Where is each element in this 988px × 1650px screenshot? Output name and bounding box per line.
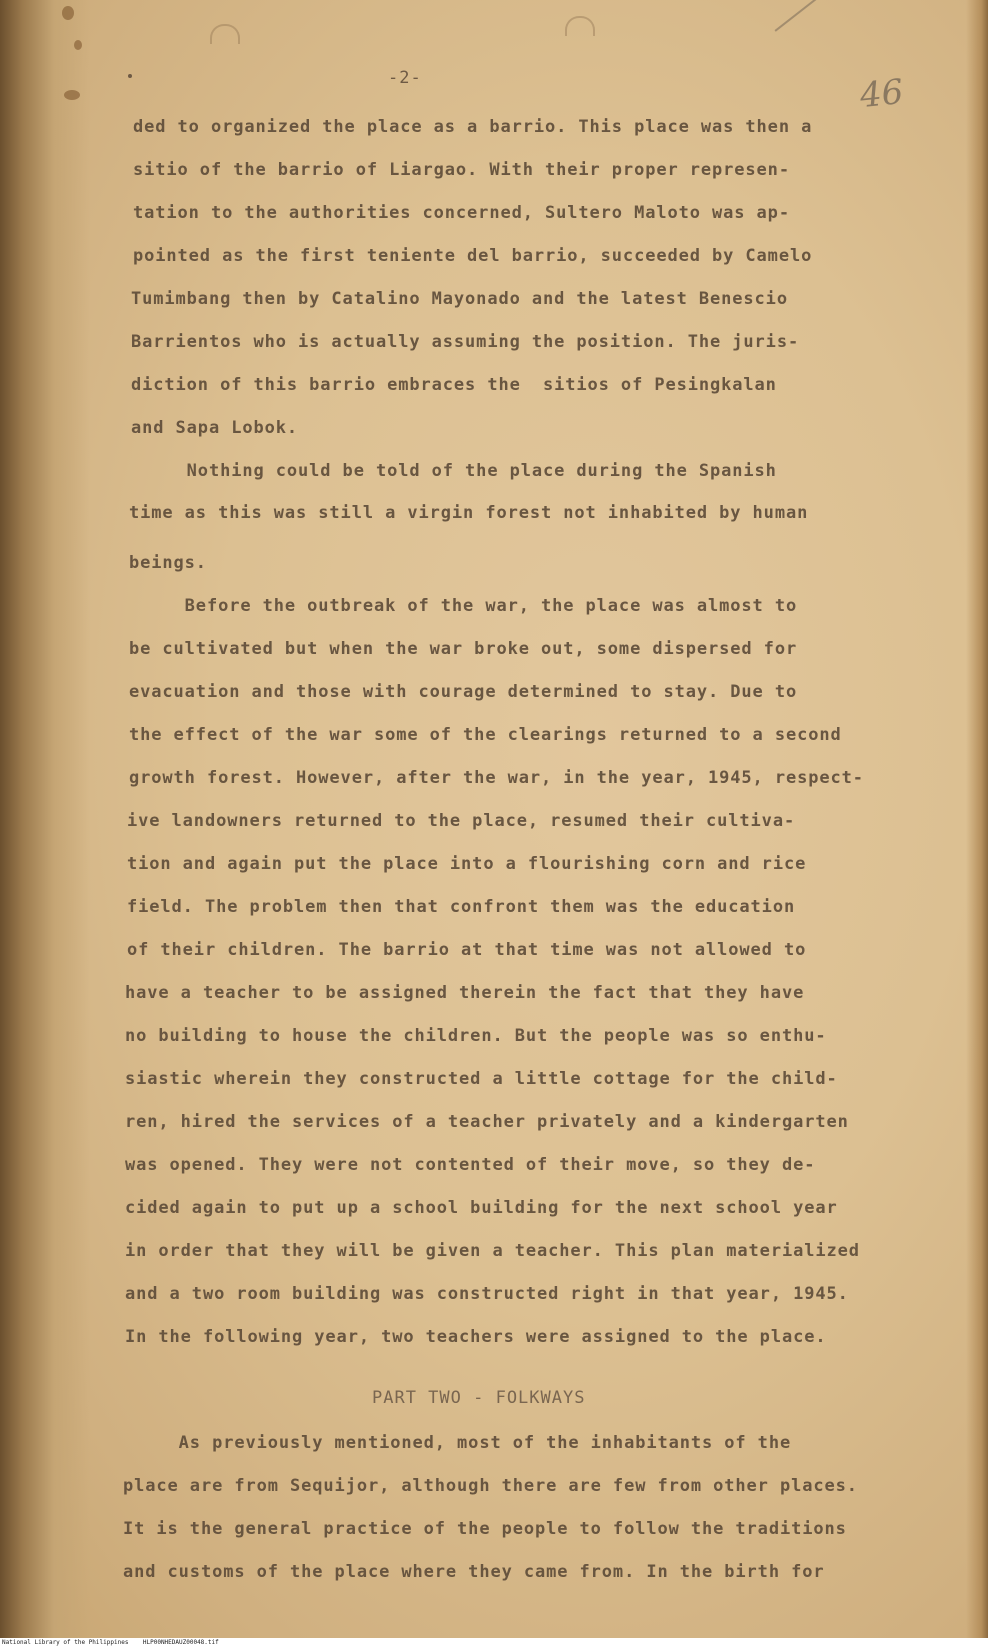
text-line: no building to house the children. But the people was so enthu- <box>125 1026 827 1046</box>
section-heading: PART TWO - FOLKWAYS <box>372 1388 586 1408</box>
text-line: tation to the authorities concerned, Sultero Maloto was ap- <box>133 203 790 223</box>
text-line: growth forest. However, after the war, in the year, 1945, respect- <box>129 768 864 788</box>
text-line: place are from Sequijor, although there are few from other places. <box>123 1476 858 1496</box>
text-line: of their children. The barrio at that time was not allowed to <box>127 940 807 960</box>
page-number: -2- <box>388 68 422 88</box>
text-line: tion and again put the place into a flourishing corn and rice <box>127 854 807 874</box>
text-line: Before the outbreak of the war, the place was almost to <box>129 596 798 616</box>
archive-label: National Library of the Philippines HLP00NHEDAUZ00048.tif <box>2 1639 219 1646</box>
text-line: evacuation and those with courage determined to stay. Due to <box>129 682 798 702</box>
ink-stain <box>64 90 80 100</box>
punch-hole-mark <box>565 16 595 36</box>
folio-number: 46 <box>858 71 906 117</box>
text-line: diction of this barrio embraces the sitios of Pesingkalan <box>131 375 777 395</box>
pencil-stroke <box>775 0 863 31</box>
text-line: in order that they will be given a teacher. This plan materialized <box>125 1241 860 1261</box>
ink-stain <box>62 6 74 20</box>
punch-hole-mark <box>210 24 240 44</box>
page-edge-shadow <box>966 0 988 1638</box>
text-line: In the following year, two teachers were assigned to the place. <box>125 1327 827 1347</box>
text-line: was opened. They were not contented of their move, so they de- <box>125 1155 816 1175</box>
binding-shadow <box>0 0 90 1638</box>
text-line: and customs of the place where they came from. In the birth for <box>123 1562 825 1582</box>
text-line: Barrientos who is actually assuming the position. The juris- <box>131 332 800 352</box>
text-line: sitio of the barrio of Liargao. With their proper represen- <box>133 160 790 180</box>
text-line: cided again to put up a school building for the next school year <box>125 1198 838 1218</box>
text-line: beings. <box>129 553 207 573</box>
text-line: As previously mentioned, most of the inhabitants of the <box>123 1433 792 1453</box>
text-line: ded to organized the place as a barrio. This place was then a <box>133 117 813 137</box>
text-line: ive landowners returned to the place, resumed their cultiva- <box>127 811 796 831</box>
text-line: field. The problem then that confront them was the education <box>127 897 796 917</box>
text-line: and Sapa Lobok. <box>131 418 299 438</box>
text-line: time as this was still a virgin forest not inhabited by human <box>129 503 809 523</box>
text-line: pointed as the first teniente del barrio, succeeded by Camelo <box>133 246 813 266</box>
text-line: have a teacher to be assigned therein the fact that they have <box>125 983 805 1003</box>
text-line: siastic wherein they constructed a little cottage for the child- <box>125 1069 838 1089</box>
margin-dot <box>128 74 132 78</box>
ink-stain <box>74 40 82 50</box>
text-line: be cultivated but when the war broke out, some dispersed for <box>129 639 798 659</box>
text-line: the effect of the war some of the clearings returned to a second <box>129 725 842 745</box>
text-line: Tumimbang then by Catalino Mayonado and the latest Benescio <box>131 289 788 309</box>
text-line: It is the general practice of the people to follow the traditions <box>123 1519 847 1539</box>
text-line: and a two room building was constructed right in that year, 1945. <box>125 1284 849 1304</box>
text-line: ren, hired the services of a teacher privately and a kindergarten <box>125 1112 849 1132</box>
text-line: Nothing could be told of the place during the Spanish <box>131 461 777 481</box>
